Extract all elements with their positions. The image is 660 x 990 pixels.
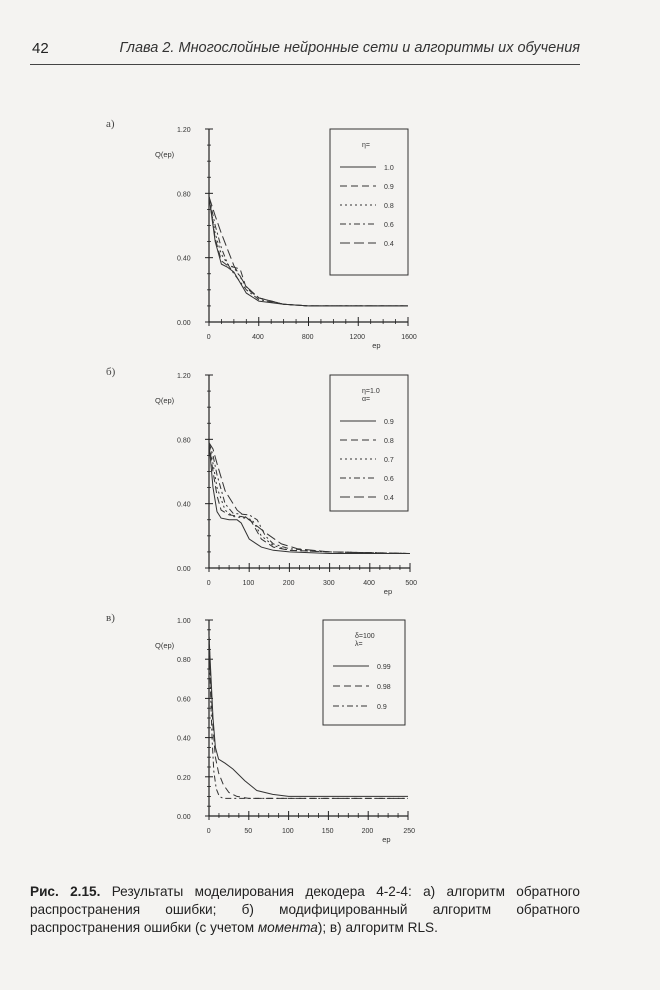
chart-group-2 — [155, 618, 415, 844]
caption-label: Рис. 2.15. — [30, 884, 101, 899]
y-tick-label: 0.00 — [177, 320, 191, 327]
panel-label-c: в) — [106, 612, 115, 624]
x-axis-label: ep — [383, 587, 393, 596]
caption-italic: момента — [257, 920, 318, 935]
x-tick-label: 400 — [252, 334, 264, 341]
y-tick-label: 1.20 — [177, 127, 191, 134]
x-axis-label: ep — [382, 835, 391, 844]
y-tick-label: 0.20 — [177, 774, 191, 782]
figure-caption — [30, 883, 580, 937]
page-number: 42 — [32, 40, 49, 57]
legend-entry-label: 0.9 — [377, 704, 387, 711]
legend-entry-label: 0.6 — [384, 222, 394, 229]
legend-title: δ=100 — [355, 633, 375, 640]
x-tick-label: 100 — [242, 580, 255, 587]
caption-text-1: Результаты моделирования декодера 4-2-4: а) алгоритм обратного распространения ошибки; б) модифицированный алгоритм обратного распространения ошибки (с учетом — [30, 884, 580, 935]
legend-title: λ= — [355, 641, 363, 648]
y-tick-label: 1.20 — [177, 373, 191, 380]
x-tick-label: 200 — [282, 580, 295, 587]
legend-entry-label: 0.98 — [377, 684, 391, 691]
legend-entry-label: 1.0 — [384, 165, 394, 172]
panel-label-b: б) — [106, 366, 116, 378]
y-tick-label: 0.40 — [177, 501, 191, 509]
y-axis-label: Q(ep) — [155, 396, 175, 405]
legend-entry-label: 0.9 — [384, 419, 394, 426]
legend-title: η= — [362, 142, 370, 149]
x-tick-label: 800 — [301, 334, 314, 341]
y-tick-label: 0.80 — [177, 437, 191, 445]
y-tick-label: 0.60 — [177, 696, 191, 704]
running-title: Глава 2. Многослойные нейронные сети и алгоритмы их обучения — [119, 40, 580, 56]
y-tick-label: 0.80 — [177, 191, 191, 199]
x-tick-label: 400 — [363, 580, 375, 587]
y-axis-label: Q(ep) — [155, 641, 175, 650]
legend-entry-label: 0.99 — [377, 664, 391, 671]
y-tick-label: 0.80 — [177, 657, 191, 665]
y-tick-label: 0.00 — [177, 566, 191, 573]
legend-entry-label: 0.7 — [384, 457, 394, 464]
y-axis-label: Q(ep) — [155, 150, 175, 159]
x-tick-label: 150 — [321, 828, 334, 835]
legend-entry-label: 0.4 — [384, 495, 394, 502]
x-tick-label: 100 — [282, 828, 294, 835]
x-tick-label: 300 — [323, 580, 335, 587]
legend-box — [330, 129, 408, 275]
panel-label-a: а) — [106, 118, 115, 130]
legend-title: α= — [362, 396, 371, 403]
x-tick-label: 50 — [244, 828, 253, 835]
x-tick-label: 0 — [206, 580, 211, 587]
y-tick-label: 0.40 — [177, 255, 191, 263]
legend-entry-label: 0.8 — [384, 203, 394, 210]
caption-text-2: ); в) алгоритм RLS. — [317, 920, 438, 935]
legend-entry-label: 0.4 — [384, 241, 394, 248]
x-tick-label: 0 — [206, 334, 211, 341]
x-tick-label: 200 — [361, 828, 374, 835]
legend-entry-label: 0.9 — [384, 184, 394, 191]
x-tick-label: 0 — [206, 828, 211, 835]
y-tick-label: 0.40 — [177, 735, 191, 743]
legend-entry-label: 0.6 — [384, 476, 394, 483]
chart-group-0 — [155, 127, 417, 350]
x-tick-label: 1600 — [401, 334, 417, 341]
x-tick-label: 250 — [403, 828, 416, 835]
y-tick-label: 1.00 — [177, 618, 191, 625]
y-tick-label: 0.00 — [177, 814, 191, 821]
x-tick-label: 1200 — [349, 334, 366, 341]
legend-entry-label: 0.8 — [384, 438, 394, 445]
legend-title: η=1.0 — [362, 388, 380, 395]
x-tick-label: 500 — [405, 580, 418, 587]
chart-group-1 — [155, 373, 417, 596]
x-axis-label: ep — [372, 341, 381, 350]
